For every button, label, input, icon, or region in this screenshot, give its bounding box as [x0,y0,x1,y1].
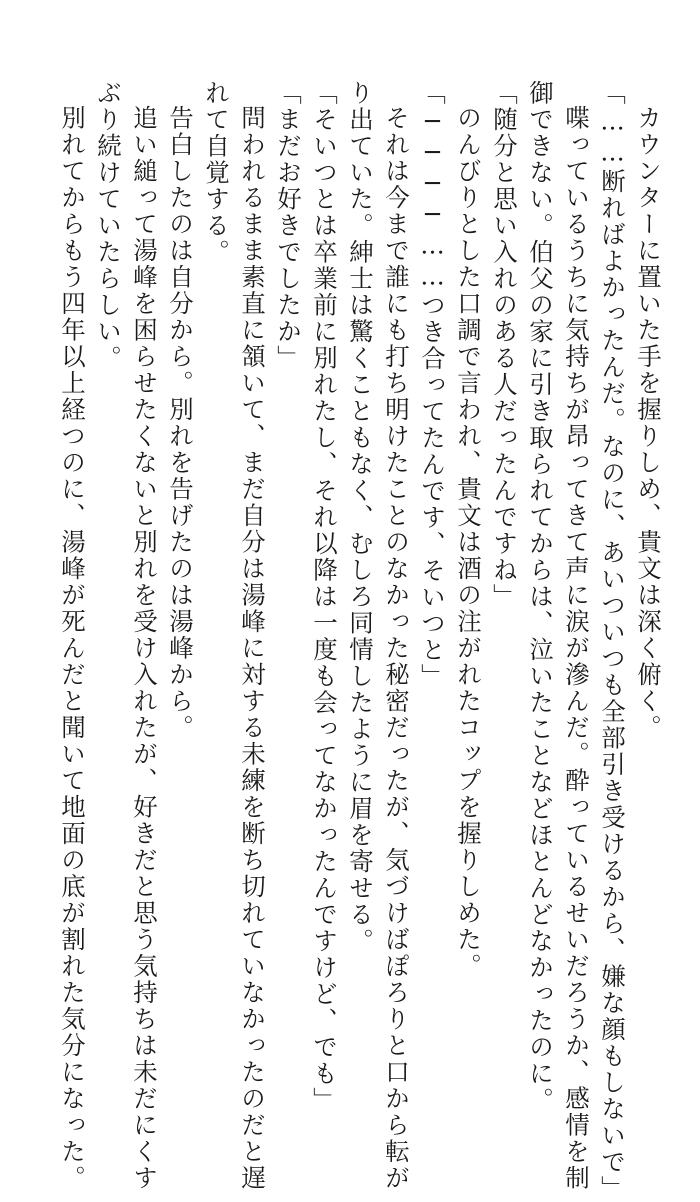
text-line-10: 「そいつとは卒業前に別れたし、それ以降は一度も会ってなかったんですけど、でも」 [310,80,339,1114]
text-line-6: のんびりとした口調で言われ、貴文は酒の注がれたコップを握りしめた。 [454,105,483,980]
text-line-13: れて自覚する。 [202,80,231,266]
text-line-4: 御できない。伯父の家に引き取られてからは、泣いたことなどほとんどなかったのに。 [526,80,555,1114]
text-line-17: 別れてからもう四年以上経つのに、湯峰が死んだと聞いて地面の底が割れた気分になった。 [58,105,87,1192]
text-line-1: カウンターに置いた手を握りしめ、貴文は深く俯く。 [634,105,663,741]
text-line-11: 「まだお好きでしたか」 [274,80,303,372]
text-line-7: 「────……つき合ってたんです、そいつと」 [418,80,447,690]
text-line-9: り出ていた。紳士は驚くこともなく、むしろ同情したように眉を寄せる。 [346,80,375,955]
text-line-12: 問われるまま素直に頷いて、まだ自分は湯峰に対する未練を断ち切れていなかったのだと遅 [238,105,267,1192]
text-line-2: 「……断ればよかったんだ。なのに、あいついつも全部引き受けるから、嫌な顔もしないで」 [598,80,627,1202]
text-line-14: 告白したのは自分から。別れを告げたのは湯峰から。 [166,105,195,741]
text-line-8: それは今まで誰にも打ち明けたことのなかった秘密だったが、気づけばぽろりと口から転が [382,105,411,1192]
text-line-15: 追い縋って湯峰を困らせたくないと別れを受け入れたが、好きだと思う気持ちは未だにくす [130,105,159,1192]
text-line-16: ぶり続けていたらしい。 [94,80,123,372]
text-line-3: 喋っているうちに気持ちが昂ってきて声に涙が滲んだ。酔っているせいだろうか、感情を制 [562,105,591,1192]
text-line-5: 「随分と思い入れのある人だったんですね」 [490,80,519,610]
